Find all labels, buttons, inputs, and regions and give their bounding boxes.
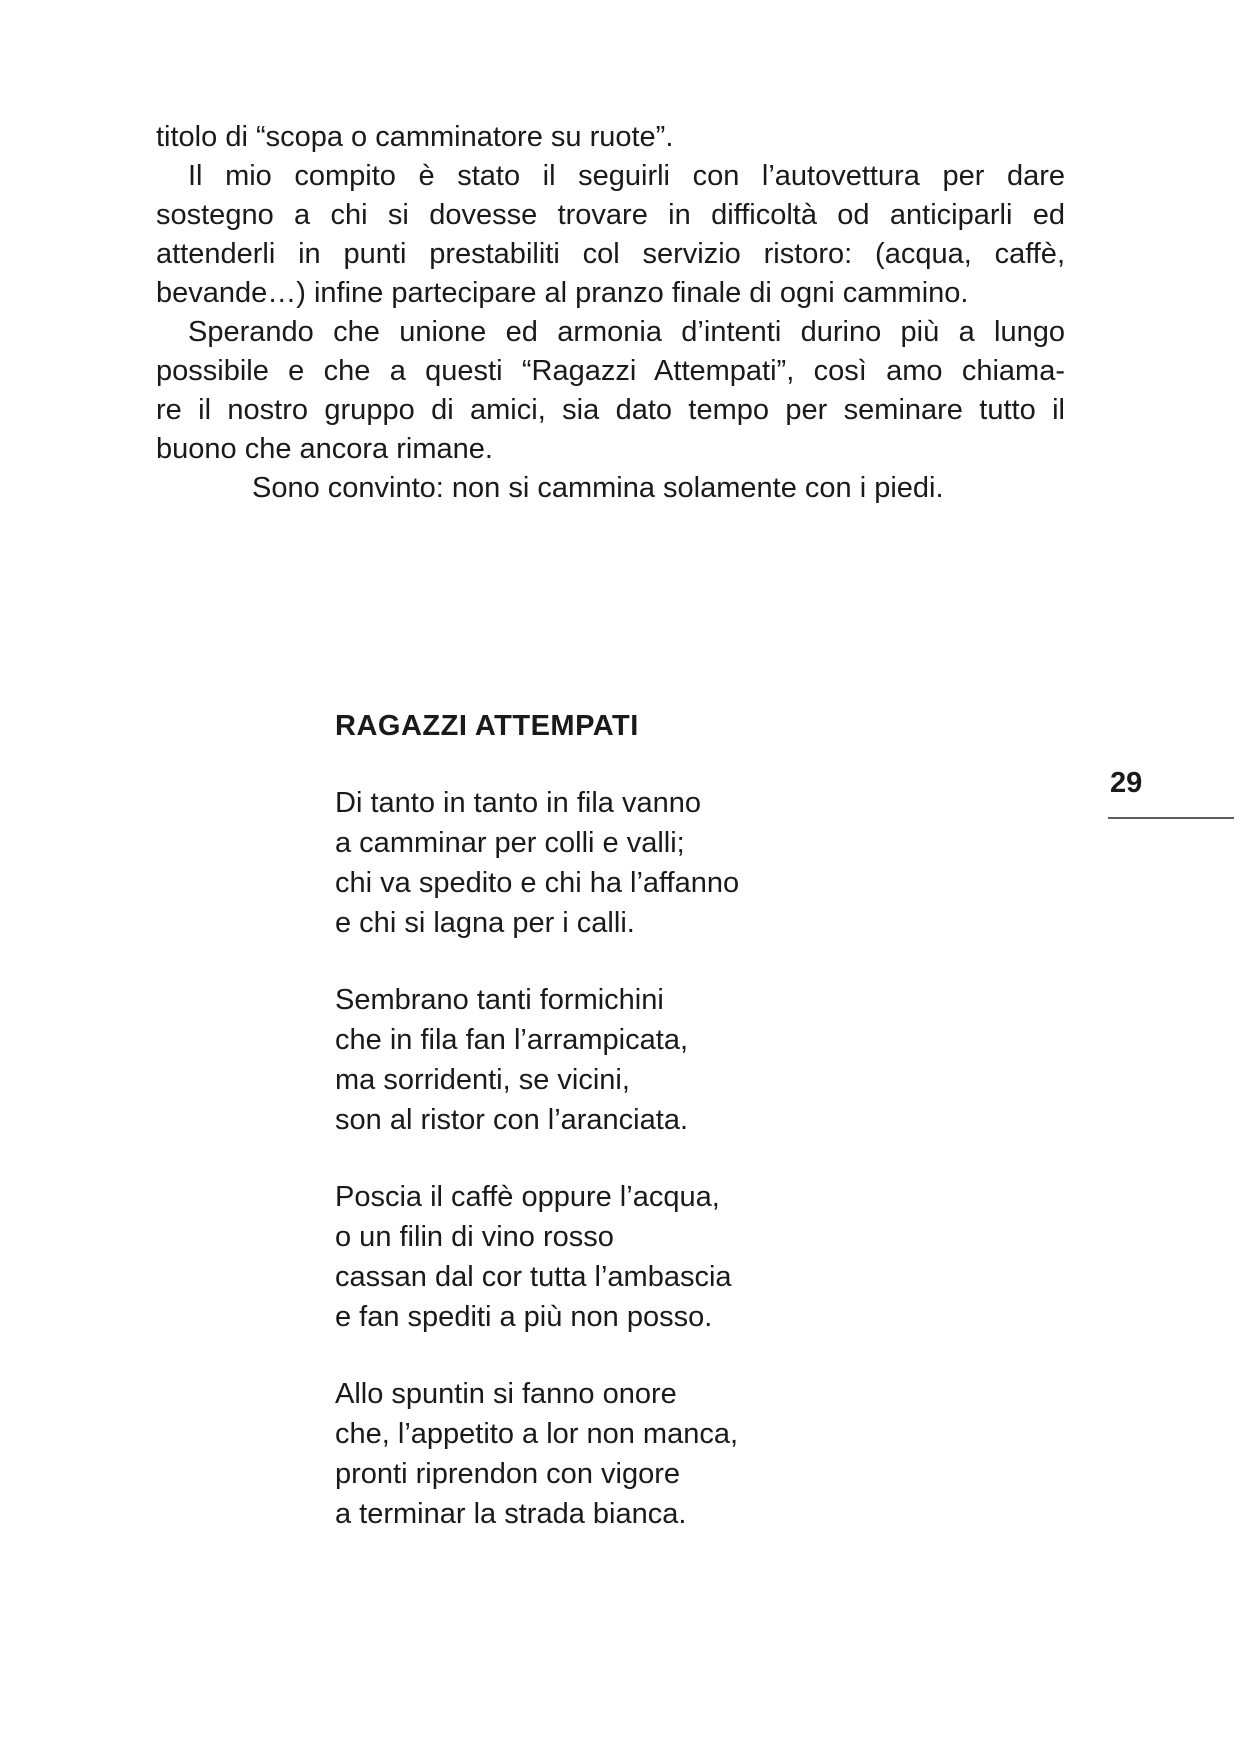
poem-line: cassan dal cor tutta l’ambascia — [335, 1261, 732, 1293]
poem-line: Poscia il caffè oppure l’acqua, — [335, 1181, 720, 1213]
page-number-rule — [1108, 817, 1234, 819]
poem-stanza — [335, 1374, 739, 1534]
page-number: 29 — [1110, 767, 1143, 799]
poem-block — [335, 706, 739, 1571]
poem-title: RAGAZZI ATTEMPATI — [335, 710, 639, 742]
poem-line: Allo spuntin si fanno onore — [335, 1378, 677, 1410]
poem-stanza — [335, 783, 739, 943]
poem-body — [335, 783, 739, 1534]
poem-line: a camminar per colli e valli; — [335, 827, 685, 859]
poem-line: pronti riprendon con vigore — [335, 1458, 680, 1490]
poem-stanza — [335, 980, 739, 1140]
prose-line: re il nostro gruppo di amici, sia dato tempo per seminare tutto il — [156, 394, 1065, 426]
prose-line: attenderli in punti prestabiliti col servizio ristoro: (acqua, caffè, — [156, 238, 1065, 270]
poem-line: ma sorridenti, se vicini, — [335, 1064, 630, 1096]
poem-line: e chi si lagna per i calli. — [335, 907, 635, 939]
poem-line: o un filin di vino rosso — [335, 1221, 614, 1253]
prose-line: Il mio compito è stato il seguirli con l’autovettura per dare — [188, 160, 1065, 192]
poem-line: Di tanto in tanto in fila vanno — [335, 787, 701, 819]
poem-stanza — [335, 1177, 739, 1337]
prose-line: sostegno a chi si dovesse trovare in difficoltà od anticiparli ed — [156, 199, 1065, 231]
poem-line: che in fila fan l’arrampicata, — [335, 1024, 688, 1056]
prose-line: possibile e che a questi “Ragazzi Attempati”, così amo chiama- — [156, 355, 1065, 387]
poem-line: chi va spedito e chi ha l’affanno — [335, 867, 740, 899]
prose-line: titolo di “scopa o camminatore su ruote”. — [156, 121, 674, 153]
prose-line: buono che ancora rimane. — [156, 433, 493, 465]
prose-line: Sono convinto: non si cammina solamente con i piedi. — [252, 472, 944, 504]
prose-line: bevande…) infine partecipare al pranzo finale di ogni cammino. — [156, 277, 969, 309]
prose-line: Sperando che unione ed armonia d’intenti durino più a lungo — [188, 316, 1065, 348]
poem-line: e fan spediti a più non posso. — [335, 1301, 713, 1333]
poem-line: a terminar la strada bianca. — [335, 1498, 687, 1530]
poem-line: che, l’appetito a lor non manca, — [335, 1418, 739, 1450]
prose-block — [156, 118, 1065, 508]
poem-line: son al ristor con l’aranciata. — [335, 1104, 688, 1136]
poem-line: Sembrano tanti formichini — [335, 984, 664, 1016]
